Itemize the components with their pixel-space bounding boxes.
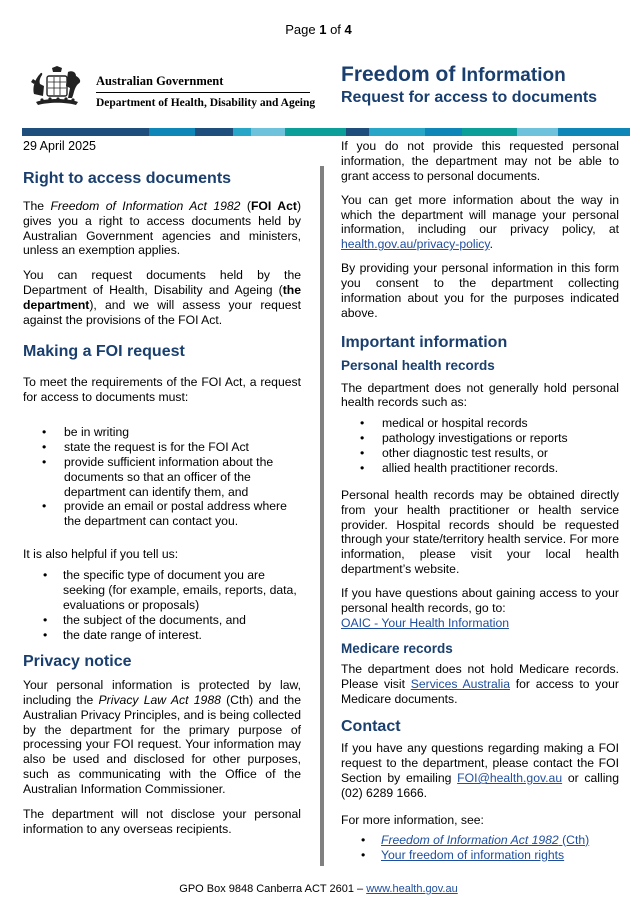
helpful-list bbox=[23, 568, 301, 642]
government-name: Australian Government bbox=[96, 74, 224, 88]
paragraph-consent: By providing your personal information in this form you consent to the department collecting information about you for the purposes indicated above. bbox=[341, 261, 619, 320]
health-records-list bbox=[341, 416, 619, 476]
stripe-segment bbox=[233, 128, 251, 136]
paragraph-helpful: It is also helpful if you tell us: bbox=[23, 547, 179, 562]
stripe-segment bbox=[425, 128, 462, 136]
stripe-segment bbox=[149, 128, 195, 136]
list-item: • the date range of interest. bbox=[23, 628, 301, 643]
heading-privacy-notice: Privacy notice bbox=[23, 653, 132, 671]
stripe-segment bbox=[517, 128, 558, 136]
list-item: • medical or hospital records bbox=[341, 416, 619, 431]
paragraph-requirements: To meet the requirements of the FOI Act, a request for access to documents must: bbox=[23, 375, 301, 405]
heading-personal-health-records: Personal health records bbox=[341, 358, 495, 374]
heading-medicare-records: Medicare records bbox=[341, 640, 453, 656]
logo-divider bbox=[96, 92, 310, 93]
stripe-segment bbox=[462, 128, 517, 136]
services-australia-link[interactable]: Services Australia bbox=[410, 677, 510, 692]
list-item: • the subject of the documents, and bbox=[23, 613, 301, 628]
oaic-link[interactable]: OAIC - Your Health Information bbox=[341, 615, 509, 630]
list-item: • the specific type of document you are seeking (for example, emails, reports, data, evaluations or proposals) bbox=[23, 568, 301, 613]
list-item: • other diagnostic test results, or bbox=[341, 446, 619, 461]
list-item: • state the request is for the FOI Act bbox=[23, 440, 301, 455]
stripe-segment bbox=[369, 128, 426, 136]
footer: GPO Box 9848 Canberra ACT 2601 – www.health.gov.au bbox=[179, 883, 458, 895]
government-logo bbox=[28, 64, 316, 112]
stripe-segment bbox=[22, 128, 149, 136]
coat-of-arms-icon bbox=[28, 64, 86, 108]
paragraph-overseas: The department will not disclose your personal information to any overseas recipients. bbox=[23, 806, 301, 836]
privacy-policy-link[interactable]: health.gov.au/privacy-policy bbox=[341, 237, 490, 252]
list-item bbox=[341, 833, 619, 848]
header-stripe bbox=[22, 128, 630, 136]
list-item: • provide an email or postal address where the department can contact you. bbox=[23, 499, 301, 529]
heading-important-information: Important information bbox=[341, 333, 508, 351]
document-title: Freedom of Information bbox=[341, 63, 566, 86]
heading-right-to-access: Right to access documents bbox=[23, 170, 232, 188]
stripe-segment bbox=[285, 128, 346, 136]
paragraph-medicare: The department does not hold Medicare records. Please visit Services Australia for access to your Medicare documents. bbox=[341, 662, 619, 706]
document-date: 29 April 2025 bbox=[23, 139, 96, 153]
list-item: • pathology investigations or reports bbox=[341, 431, 619, 446]
stripe-segment bbox=[251, 128, 285, 136]
paragraph-privacy: Your personal information is protected by law, including the Privacy Law Act 1988 (Cth) and the Australian Privacy Principles, and is being collected by the department for the primary purpose of processing your FOI request. Your information may also be used and disclosed for other purposes, such as communicating with the Office of the Australian Information Commissioner. bbox=[23, 677, 301, 797]
foi-email-link[interactable]: FOI@health.gov.au bbox=[457, 771, 563, 786]
right-column bbox=[341, 139, 619, 862]
heading-making-request: Making a FOI request bbox=[23, 342, 185, 360]
more-info-links bbox=[341, 833, 619, 863]
paragraph-contact: If you have any questions regarding making a FOI request to the department, please contact the FOI Section by emailing FOI@health.gov.au or calling (02) 6289 1666. bbox=[341, 741, 619, 800]
foi-rights-link[interactable]: Your freedom of information rights bbox=[381, 847, 565, 862]
paragraph-more-info: For more information, see: bbox=[341, 812, 484, 827]
list-item bbox=[341, 848, 619, 863]
paragraph-foi-act: The Freedom of Information Act 1982 (FOI Act) gives you a right to access documents held by Australian Government agencies and ministers, unless an exemption applies. bbox=[23, 198, 301, 258]
paragraph-phr-intro: The department does not generally hold personal health records such as: bbox=[341, 380, 619, 410]
page-number: Page 1 of 4 bbox=[285, 22, 352, 37]
heading-contact: Contact bbox=[341, 717, 401, 735]
stripe-segment bbox=[346, 128, 369, 136]
list-item: • be in writing bbox=[23, 425, 301, 440]
foi-act-link[interactable]: Freedom of Information Act 1982 (Cth) bbox=[381, 832, 590, 847]
stripe-segment bbox=[195, 128, 233, 136]
paragraph-phr-obtain: Personal health records may be obtained directly from your health practitioner or health service provider. Hospital records should be requested through your state/territory health service. For more information, please visit your local health department’s website. bbox=[341, 487, 619, 577]
column-divider bbox=[320, 166, 324, 866]
paragraph-phr-questions: If you have questions about gaining access to your personal health records, go to: bbox=[341, 586, 619, 615]
list-item: • provide sufficient information about the documents so that an officer of the department can identify them, and bbox=[23, 455, 301, 500]
paragraph-request-documents: You can request documents held by the Department of Health, Disability and Ageing (the department), and we will assess your request against the provisions of the FOI Act. bbox=[23, 268, 301, 327]
left-column bbox=[23, 139, 301, 837]
stripe-segment bbox=[558, 128, 630, 136]
requirements-list bbox=[23, 425, 301, 529]
list-item: • allied health practitioner records. bbox=[341, 461, 619, 476]
paragraph-not-provide: If you do not provide this requested personal information, the department may not be able to grant access to personal documents. bbox=[341, 139, 619, 183]
document-subtitle: Request for access to documents bbox=[341, 89, 598, 106]
paragraph-privacy-policy: You can get more information about the way in which the department will manage your personal information, including our privacy policy, at health.gov.au/privacy-policy. bbox=[341, 192, 619, 252]
health-website-link[interactable]: www.health.gov.au bbox=[366, 883, 458, 895]
department-name: Department of Health, Disability and Ageing bbox=[96, 97, 316, 109]
